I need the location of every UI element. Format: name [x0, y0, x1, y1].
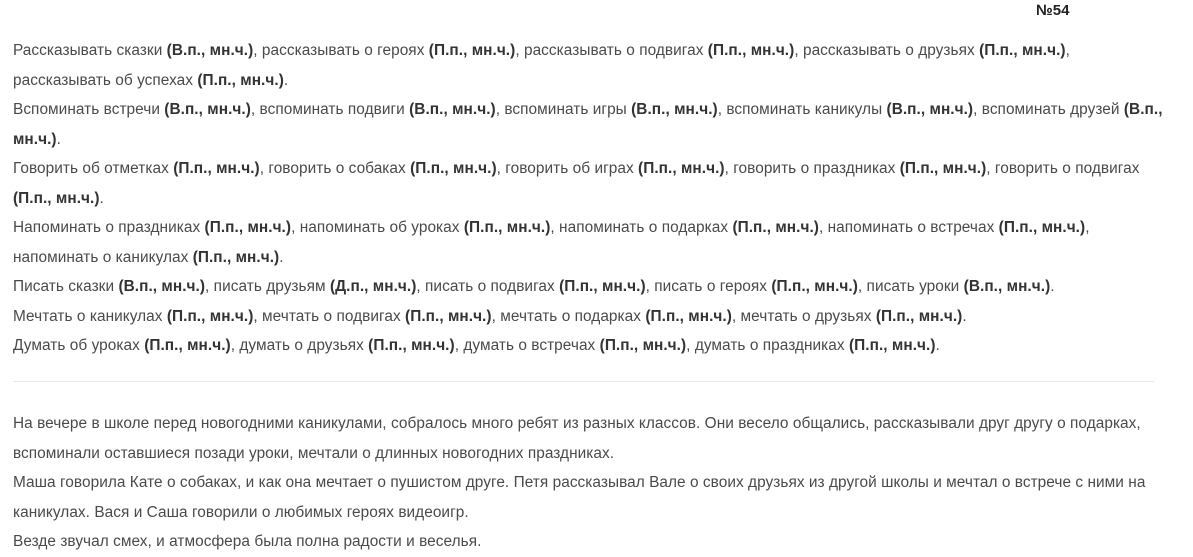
case-annotation: (П.п., мн.ч.): [599, 337, 687, 354]
case-annotation: (П.п., мн.ч.): [638, 160, 725, 177]
phrase-text: Рассказывать сказки: [13, 42, 167, 59]
case-annotation: (П.п., мн.ч.): [410, 160, 497, 177]
phrase-text: , думать о праздниках: [686, 337, 849, 354]
phrase-text: , говорить о подвигах: [986, 160, 1140, 177]
phrase-paragraph-6: [13, 302, 1163, 332]
case-annotation: (П.п., мн.ч.): [849, 337, 936, 354]
case-annotation: (П.п., мн.ч.): [13, 189, 100, 207]
phrase-paragraph-5: [13, 272, 1163, 302]
case-annotation: (П.п., мн.ч.): [192, 248, 280, 266]
case-annotation: (П.п., мн.ч.): [368, 337, 455, 354]
case-annotation: (П.п., мн.ч.): [173, 160, 260, 177]
phrase-text: Мечтать о каникулах: [13, 307, 167, 325]
phrase-text: , писать уроки: [857, 278, 964, 295]
phrase-text: , мечтать о подвигах: [253, 307, 406, 325]
phrase-text: , вспоминать каникулы: [717, 101, 887, 118]
phrase-text: .: [56, 130, 61, 148]
story-paragraph-3: Везде звучал смех, и атмосфера была полна радости и веселья.: [13, 533, 482, 550]
phrase-paragraph-1: [13, 36, 1163, 95]
task-number: №54: [1036, 2, 1070, 19]
case-annotation: (П.п., мн.ч.): [144, 337, 231, 354]
phrase-text: Говорить об отметках: [13, 160, 174, 177]
phrase-text: , вспоминать подвиги: [250, 101, 410, 118]
phrase-text: , писать о героях: [645, 278, 772, 295]
case-annotation: (П.п., мн.ч.): [559, 278, 646, 295]
phrase-text: , говорить о собаках: [259, 160, 411, 177]
section-divider: [13, 381, 1154, 382]
story-paragraph-2: Маша говорила Кате о собаках, и как она мечтает о пушистом друге. Петя рассказывал Вале о своих друзьях из другой школы и мечтал о встрече с ними на каникулах. Вася и Саша говорили о любимых героях видеоигр.: [13, 474, 1146, 521]
phrases-section: [13, 36, 1163, 361]
phrase-paragraph-2: [13, 95, 1163, 154]
phrase-text: Думать об уроках: [13, 337, 145, 354]
phrase-text: , писать друзьям: [205, 278, 330, 295]
phrase-text: , думать о встречах: [454, 337, 600, 354]
case-annotation: (П.п., мн.ч.): [204, 219, 292, 236]
case-annotation: (В.п., мн.ч.): [886, 101, 974, 118]
case-annotation: (П.п., мн.ч.): [166, 307, 254, 325]
phrase-text: , мечтать о друзьях: [731, 307, 876, 325]
case-annotation: (В.п., мн.ч.): [164, 101, 251, 118]
case-annotation: (П.п., мн.ч.): [979, 42, 1066, 59]
phrase-text: .: [1050, 278, 1055, 295]
case-annotation: (В.п., мн.ч.): [13, 101, 1163, 148]
phrase-text: , вспоминать друзей: [973, 101, 1124, 118]
phrase-text: , вспоминать игры: [495, 101, 632, 118]
case-annotation: (В.п., мн.ч.): [409, 101, 496, 118]
case-annotation: (В.п., мн.ч.): [118, 278, 206, 295]
story-section: [13, 409, 1163, 557]
phrase-text: , напоминать о подарках: [550, 219, 733, 236]
phrase-text: .: [283, 71, 289, 89]
phrase-text: .: [935, 337, 940, 354]
phrase-text: , напоминать об уроках: [291, 219, 464, 236]
case-annotation: (П.п., мн.ч.): [405, 307, 492, 325]
case-annotation: (П.п., мн.ч.): [428, 42, 516, 59]
story-paragraph-1: На вечере в школе перед новогодними каникулами, собралось много ребят из разных классов. Они весело общались, рассказывали друг другу о подарках, вспоминали оставшиеся позади уроки, мечтали о длинных новогодних праздниках.: [13, 415, 1141, 462]
phrase-text: , говорить об играх: [496, 160, 639, 177]
phrase-text: , напоминать о каникулах: [13, 219, 1090, 266]
phrase-paragraph-4: [13, 213, 1163, 272]
phrase-text: Писать сказки: [13, 278, 119, 295]
case-annotation: (П.п., мн.ч.): [732, 219, 819, 236]
case-annotation: (В.п., мн.ч.): [963, 278, 1051, 295]
phrase-text: , говорить о праздниках: [724, 160, 900, 177]
phrase-paragraph-7: [13, 331, 1163, 361]
phrase-paragraph-3: [13, 154, 1163, 213]
case-annotation: (П.п., мн.ч.): [899, 160, 987, 177]
case-annotation: (П.п., мн.ч.): [998, 219, 1086, 236]
phrase-text: , думать о друзьях: [230, 337, 369, 354]
phrase-text: , рассказывать об успехах: [13, 42, 1070, 89]
case-annotation: (П.п., мн.ч.): [771, 278, 858, 295]
phrase-text: .: [99, 189, 104, 207]
case-annotation: (П.п., мн.ч.): [463, 219, 551, 236]
case-annotation: (П.п., мн.ч.): [197, 71, 284, 89]
case-annotation: (П.п., мн.ч.): [707, 42, 795, 59]
phrase-text: Вспоминать встречи: [13, 101, 165, 118]
phrase-text: , рассказывать о героях: [253, 42, 429, 59]
phrase-text: Напоминать о праздниках: [13, 219, 205, 236]
case-annotation: (Д.п., мн.ч.): [329, 278, 417, 295]
phrase-text: , рассказывать о друзьях: [794, 42, 980, 59]
phrase-text: , напоминать о встречах: [818, 219, 999, 236]
phrase-text: .: [279, 248, 284, 266]
case-annotation: (В.п., мн.ч.): [631, 101, 718, 118]
case-annotation: (В.п., мн.ч.): [166, 42, 254, 59]
case-annotation: (П.п., мн.ч.): [875, 307, 963, 325]
phrase-text: , мечтать о подарках: [491, 307, 646, 325]
phrase-text: , рассказывать о подвигах: [515, 42, 708, 59]
phrase-text: , писать о подвигах: [416, 278, 560, 295]
case-annotation: (П.п., мн.ч.): [645, 307, 732, 325]
phrase-text: .: [962, 307, 967, 325]
